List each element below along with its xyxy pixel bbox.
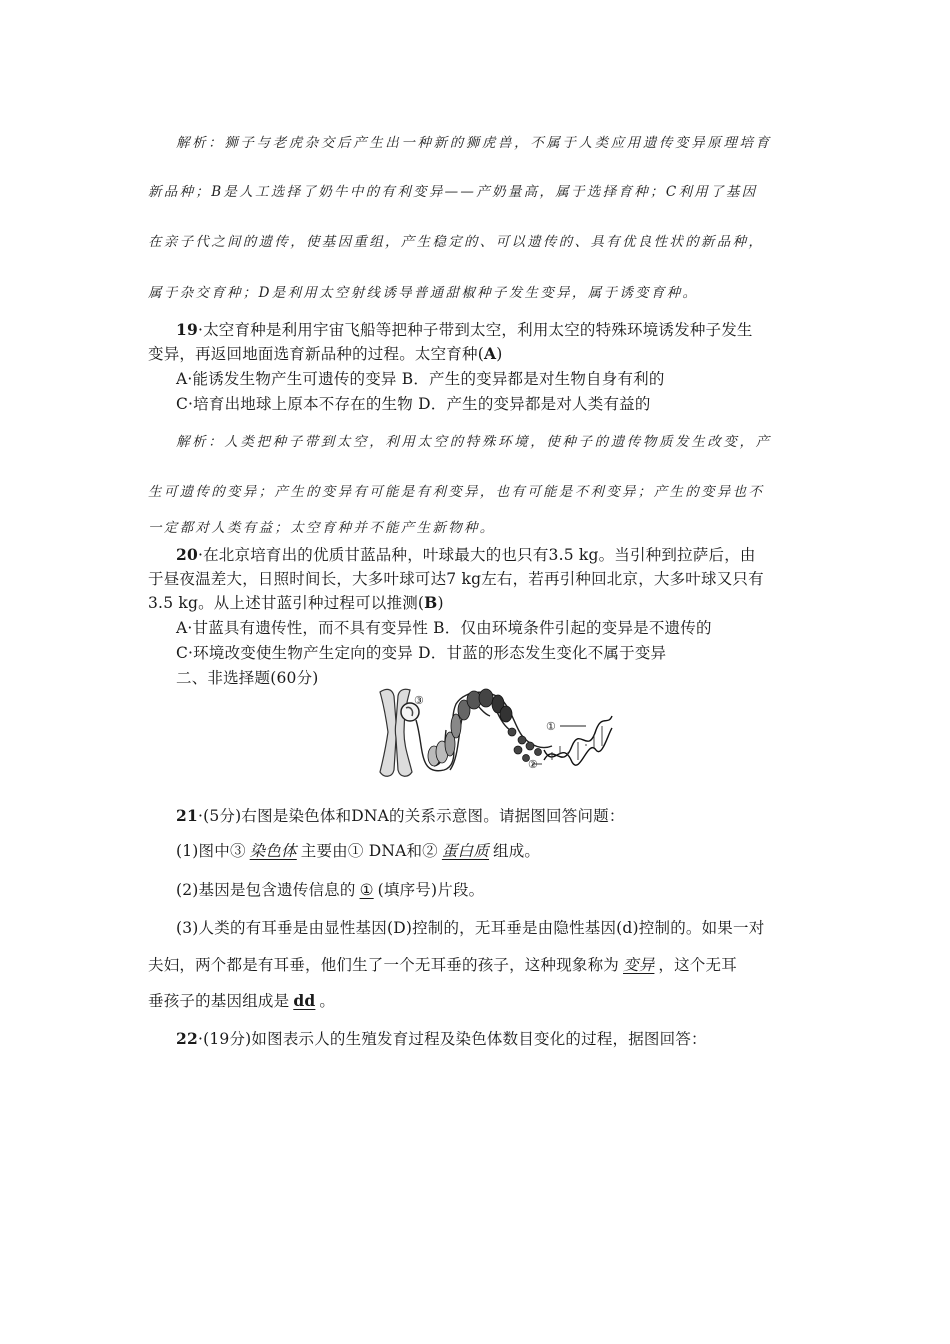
- chromosome-shape: [380, 689, 412, 776]
- figure-label-3: ③: [414, 694, 424, 707]
- q21-p3-answer-2: dd: [293, 991, 316, 1010]
- analysis-19-line-2: 生可遗传的变异；产生的变异有可能是有利变异，也有可能是不利变异；产生的变异也不: [148, 484, 765, 500]
- q21-p1-text-a: (1)图中③: [176, 842, 246, 860]
- question-19-options-ab: A·能诱发生物产生可遗传的变异 B．产生的变异都是对生物自身有利的: [176, 370, 665, 388]
- analysis-18-line-4: 属于杂交育种；D是利用太空射线诱导普通甜椒种子发生变异，属于诱变育种。: [148, 285, 699, 301]
- analysis-18-line-1: 解析：狮子与老虎杂交后产生出一种新的狮虎兽，不属于人类应用遗传变异原理培育: [176, 135, 772, 151]
- analysis-19-line-3: 一定都对人类有益；太空育种并不能产生新物种。: [148, 520, 496, 536]
- q21-p3-text-a: 夫妇，两个都是有耳垂，他们生了一个无耳垂的孩子，这种现象称为: [148, 956, 620, 974]
- question-20-answer: B: [424, 593, 438, 612]
- chromosome-dna-figure: [374, 686, 616, 780]
- q21-p3-text-b: ，这个无耳: [658, 956, 737, 974]
- question-21-part-1: [176, 841, 808, 861]
- question-21-text: ·(5分)右图是染色体和DNA的关系示意图。请据图回答问题：: [197, 807, 625, 825]
- analysis-18-line-3: 在亲子代之间的遗传，使基因重组，产生稳定的、可以遗传的、具有优良性状的新品种，: [148, 234, 765, 250]
- nucleosome-beads: [508, 728, 542, 762]
- question-21-part-2: [176, 880, 808, 900]
- question-20-options-ab: A·甘蓝具有遗传性，而不具有变异性 B．仅由环境条件引起的变异是不遗传的: [176, 619, 712, 637]
- q21-p1-text-b: 主要由① DNA和②: [300, 842, 438, 860]
- q21-p2-text-b: (填序号)片段。: [377, 881, 485, 899]
- q21-p1-answer-1: 染色体: [249, 842, 297, 860]
- q21-p2-answer: ①: [359, 881, 374, 899]
- dna-base-pairs: [552, 726, 602, 760]
- q21-p3-text-c: 垂孩子的基因组成是: [148, 992, 290, 1010]
- question-19-options-cd: C·培育出地球上原本不存在的生物 D．产生的变异都是对人类有益的: [176, 395, 651, 413]
- question-21-number: 21: [176, 806, 198, 825]
- section-heading-non-choice: 二、非选择题(60分): [176, 669, 319, 687]
- question-20-line-3: [148, 593, 808, 613]
- question-19-answer: A: [483, 344, 497, 363]
- question-19-line-2: [148, 344, 808, 364]
- question-20-paren: ): [437, 594, 444, 612]
- question-19-text-2: 变异，再返回地面选育新品种的过程。太空育种(: [148, 345, 484, 363]
- question-22-number: 22: [176, 1029, 198, 1048]
- question-20-line-1: [176, 545, 808, 565]
- question-19-text: ·太空育种是利用宇宙飞船等把种子带到太空，利用太空的特殊环境诱发种子发生: [197, 321, 753, 339]
- question-22-text: ·(19分)如图表示人的生殖发育过程及染色体数目变化的过程，据图回答：: [197, 1030, 707, 1048]
- q21-p3-answer-1: 变异: [623, 956, 655, 974]
- question-20-text: ·在北京培育出的优质甘蓝品种，叶球最大的也只有3.5 kg。当引种到拉萨后，由: [197, 546, 756, 564]
- analysis-18-line-2: 新品种；B是人工选择了奶牛中的有利变异——产奶量高，属于选择育种；C利用了基因: [148, 184, 758, 200]
- figure-label-2: ②: [528, 758, 538, 771]
- analysis-19-line-1: 解析：人类把种子带到太空，利用太空的特殊环境，使种子的遗传物质发生改变，产: [176, 434, 772, 450]
- q21-p2-text-a: (2)基因是包含遗传信息的: [176, 881, 356, 899]
- chromatin-coil-rings: [428, 689, 512, 766]
- question-21-stem: [176, 806, 808, 826]
- question-22-stem: [176, 1029, 808, 1049]
- q21-p3-text-d: 。: [319, 992, 336, 1010]
- question-21-part-3-line-2: [148, 955, 808, 975]
- question-19-number: 19: [176, 320, 198, 339]
- question-20-options-cd: C·环境改变使生物产生定向的变异 D．甘蓝的形态发生变化不属于变异: [176, 644, 667, 662]
- question-21-part-3-line-1: (3)人类的有耳垂是由显性基因(D)控制的，无耳垂是由隐性基因(d)控制的。如果一对: [176, 919, 765, 937]
- question-20-number: 20: [176, 545, 198, 564]
- question-19-paren: ): [496, 345, 503, 363]
- figure-label-1: ①: [546, 720, 556, 733]
- q21-p1-answer-2: 蛋白质: [441, 842, 489, 860]
- q21-p1-text-c: 组成。: [493, 842, 541, 860]
- question-19-line-1: [176, 320, 808, 340]
- question-20-line-2: 于昼夜温差大，日照时间长，大多叶球可达7 kg左右，若再引种回北京，大多叶球又只有: [148, 570, 764, 588]
- question-20-text-3: 3.5 kg。从上述甘蓝引种过程可以推测(: [148, 594, 425, 612]
- question-21-part-3-line-3: [148, 991, 808, 1011]
